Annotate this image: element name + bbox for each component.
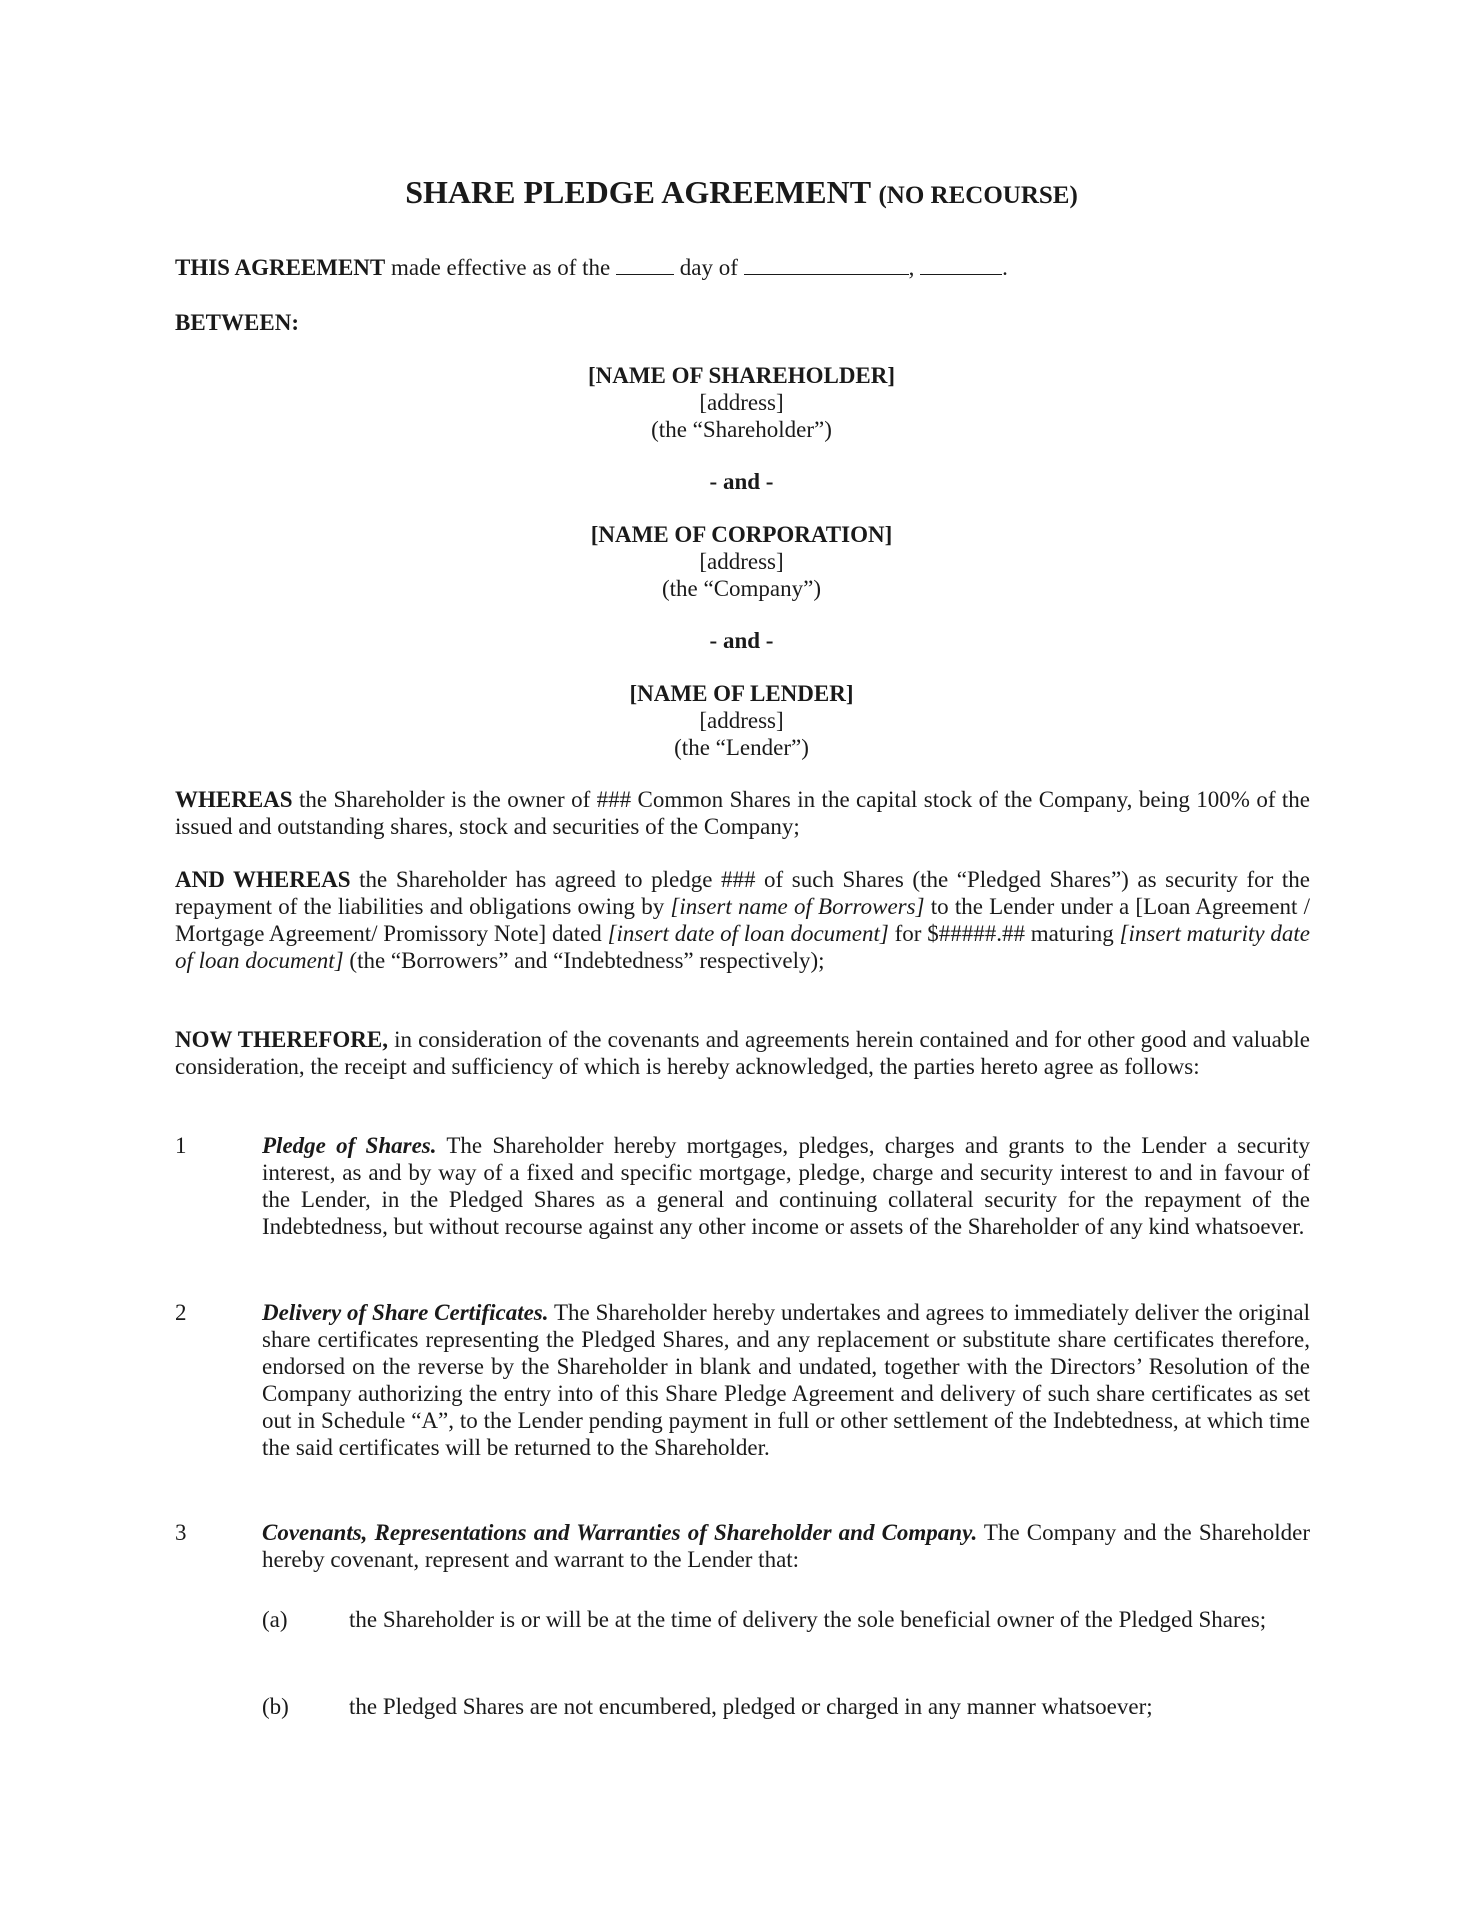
party-alias: (the “Shareholder”) (651, 417, 832, 442)
party-name: [NAME OF SHAREHOLDER] (587, 363, 896, 388)
party-alias: (the “Lender”) (674, 735, 809, 760)
now-therefore-text: in consideration of the covenants and agreements herein contained and for other good and valuable consideration, the receipt and sufficiency of which is hereby acknowledged, the parties hereto agree as follows: (175, 1027, 1310, 1079)
section-number: 1 (175, 1133, 187, 1158)
section-text: The Shareholder hereby mortgages, pledges, charges and grants to the Lender a security interest, as and by way of a fixed and specific mortgage, pledge, charge and security interest to and in favour of the Lender, in the Pledged Shares as a general and continuing collateral security for the repayment of the Indebtedness, but without recourse against any other income or assets of the Shareholder of any kind whatsoever. (262, 1133, 1310, 1239)
party-address: [address] (699, 390, 784, 415)
section-pledge-of-shares (262, 1132, 1310, 1240)
whereas-lead: WHEREAS (175, 787, 293, 812)
party-name: [NAME OF LENDER] (629, 681, 854, 706)
party-shareholder (0, 362, 1483, 443)
section-number: 2 (175, 1300, 187, 1325)
intro-lead: THIS AGREEMENT (175, 255, 386, 280)
and-whereas-text-4: (the “Borrowers” and “Indebtedness” respectively); (349, 948, 825, 973)
section-covenants (262, 1519, 1310, 1573)
party-lender (0, 680, 1483, 761)
title-subtitle: (NO RECOURSE) (878, 182, 1078, 209)
year-blank (920, 254, 1002, 275)
party-address: [address] (699, 708, 784, 733)
section-text: The Shareholder hereby undertakes and agrees to immediately deliver the original share certificates representing the Pledged Shares, and any replacement or substitute share certificates therefore, endorsed on the reverse by the Shareholder in blank and undated, together with the Directors’ Resolution of the Company authorizing the entry into of this Share Pledge Agreement and delivery of such share certificates as set out in Schedule “A”, to the Lender pending payment in full or other settlement of the Indebtedness, at which time the said certificates will be returned to the Shareholder. (262, 1300, 1310, 1460)
section-delivery-of-certificates (262, 1299, 1310, 1461)
month-blank (744, 254, 909, 275)
borrowers-placeholder: [insert name of Borrowers] (670, 894, 925, 919)
now-therefore-lead: NOW THEREFORE, (175, 1027, 388, 1052)
now-therefore-clause (175, 1026, 1310, 1080)
subitem-text: the Pledged Shares are not encumbered, pledged or charged in any manner whatsoever; (349, 1694, 1153, 1719)
and-whereas-text-3: for $#####.## maturing (894, 921, 1114, 946)
whereas-text: the Shareholder is the owner of ### Common Shares in the capital stock of the Company, being 100% of the issued and outstanding shares, stock and securities of the Company; (175, 787, 1311, 839)
and-whereas-lead: AND WHEREAS (175, 867, 351, 892)
section-heading: Delivery of Share Certificates. (262, 1300, 549, 1325)
and-separator: - and - (709, 469, 774, 494)
subitem-text: the Shareholder is or will be at the time of delivery the sole beneficial owner of the Pledged Shares; (349, 1607, 1267, 1632)
section-number: 3 (175, 1520, 187, 1545)
intro-text-1: made effective as of the (391, 255, 611, 280)
and-separator: - and - (709, 628, 774, 653)
document-title (0, 172, 1483, 216)
party-alias: (the “Company”) (661, 576, 822, 601)
between-label: BETWEEN: (175, 310, 299, 335)
and-whereas-text-2: to the Lender under a [Loan Agreement / Mortgage Agreement/ Promissory Note] dated (175, 894, 1311, 946)
party-corporation (0, 521, 1483, 602)
intro-text-2: day of (679, 255, 738, 280)
section-heading: Covenants, Representations and Warranties of Shareholder and Company. (262, 1520, 978, 1545)
day-blank (616, 254, 674, 275)
party-address: [address] (699, 549, 784, 574)
title-main: SHARE PLEDGE AGREEMENT (405, 174, 871, 210)
intro-period: . (1002, 255, 1008, 280)
subitem-letter: (b) (262, 1694, 289, 1719)
section-text: The Company and the Shareholder hereby covenant, represent and warrant to the Lender that: (262, 1520, 1310, 1572)
and-whereas-text-1: the Shareholder has agreed to pledge ### of such Shares (the “Pledged Shares”) as security for the repayment of the liabilities and obligations owing by (175, 867, 1311, 919)
subitem-letter: (a) (262, 1607, 288, 1632)
loan-date-placeholder: [insert date of loan document] (607, 921, 889, 946)
and-whereas-clause (175, 866, 1310, 974)
maturity-date-placeholder: [insert maturity date of loan document] (175, 921, 1310, 973)
party-name: [NAME OF CORPORATION] (590, 522, 893, 547)
whereas-clause (175, 786, 1310, 840)
agreement-intro (175, 254, 1310, 281)
intro-comma: , (908, 255, 915, 280)
section-heading: Pledge of Shares. (262, 1133, 437, 1158)
